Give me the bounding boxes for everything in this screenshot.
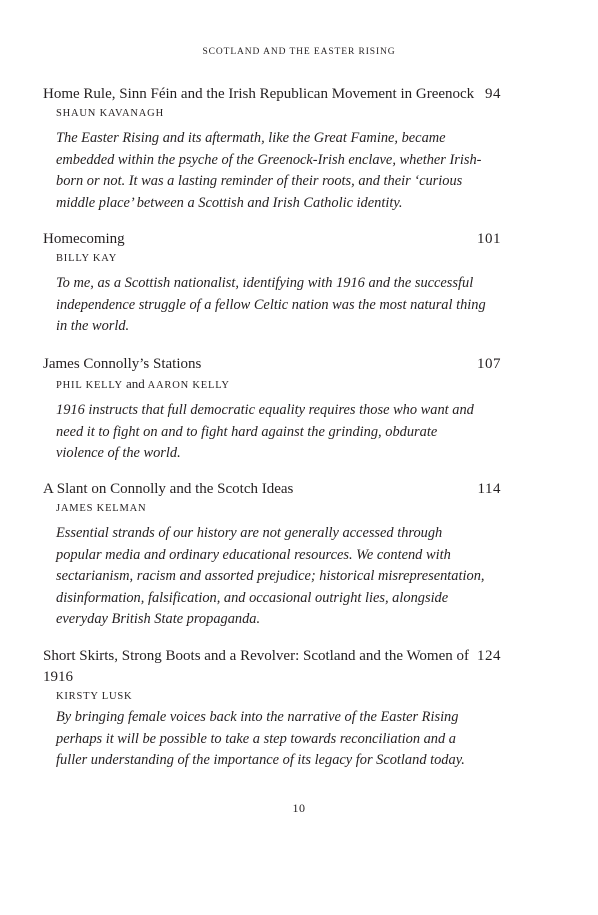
- entry-title-row: [43, 646, 501, 688]
- entry-abstract: 1916 instructs that full democratic equality requires those who want and need it to fight on and to fight hard against the grinding, obdurate violence of the world.: [56, 402, 474, 461]
- author-name: AARON KELLY: [147, 380, 230, 391]
- entry-title-row: [43, 229, 501, 250]
- entry-page-number: 107: [477, 356, 501, 372]
- author-conjunction: and: [125, 376, 145, 391]
- entry-author: JAMES KELMAN: [56, 503, 147, 514]
- entry-title: Homecoming: [43, 231, 125, 247]
- entry-abstract: Essential strands of our history are not generally accessed through popular media and ordinary educational resources. We contend with sectarianism, racism and assorted prejudice; historical misrepresentation, disinformation, falsification, and occasional outright lies, alongside everyday British State propaganda.: [56, 525, 485, 627]
- entry-page-number: 94: [485, 86, 501, 102]
- running-head: SCOTLAND AND THE EASTER RISING: [202, 47, 396, 57]
- entry-abstract: By bringing female voices back into the narrative of the Easter Rising perhaps it will be possible to take a step towards reconciliation and a fuller understanding of the importance of its legacy for Scotland today.: [56, 709, 465, 768]
- entry-page-number: 101: [477, 231, 501, 247]
- entry-title-row: [43, 354, 501, 375]
- toc-entry: [43, 479, 501, 631]
- entry-author: KIRSTY LUSK: [56, 691, 133, 702]
- entry-abstract: The Easter Rising and its aftermath, like the Great Famine, became embedded within the psyche of the Greenock-Irish enclave, whether Irish-born or not. It was a lasting reminder of their roots, and their ‘curious middle place’ between a Scottish and Irish Catholic identity.: [56, 130, 482, 211]
- page-number-folio: 10: [292, 801, 306, 815]
- toc-entry: [43, 646, 501, 772]
- entry-author: [56, 376, 501, 394]
- entry-title: Home Rule, Sinn Féin and the Irish Republican Movement in Greenock: [43, 86, 475, 102]
- entry-page-number: 124: [477, 648, 501, 664]
- entry-title-row: [43, 479, 501, 500]
- entry-title: Short Skirts, Strong Boots and a Revolver: Scotland and the Women of 1916: [43, 648, 469, 685]
- entry-title: A Slant on Connolly and the Scotch Ideas: [43, 481, 294, 497]
- toc-entry: [43, 84, 501, 214]
- entry-title: James Connolly’s Stations: [43, 356, 202, 372]
- entry-author: SHAUN KAVANAGH: [56, 108, 164, 119]
- entry-author: BILLY KAY: [56, 253, 118, 264]
- toc-entry: [43, 229, 501, 338]
- entry-abstract: To me, as a Scottish nationalist, identifying with 1916 and the successful independence struggle of a fellow Celtic nation was the most natural thing in the world.: [56, 275, 486, 334]
- author-name: PHIL KELLY: [56, 380, 123, 391]
- toc-entry: [43, 354, 501, 465]
- entry-title-row: [43, 84, 501, 105]
- entry-page-number: 114: [477, 481, 501, 497]
